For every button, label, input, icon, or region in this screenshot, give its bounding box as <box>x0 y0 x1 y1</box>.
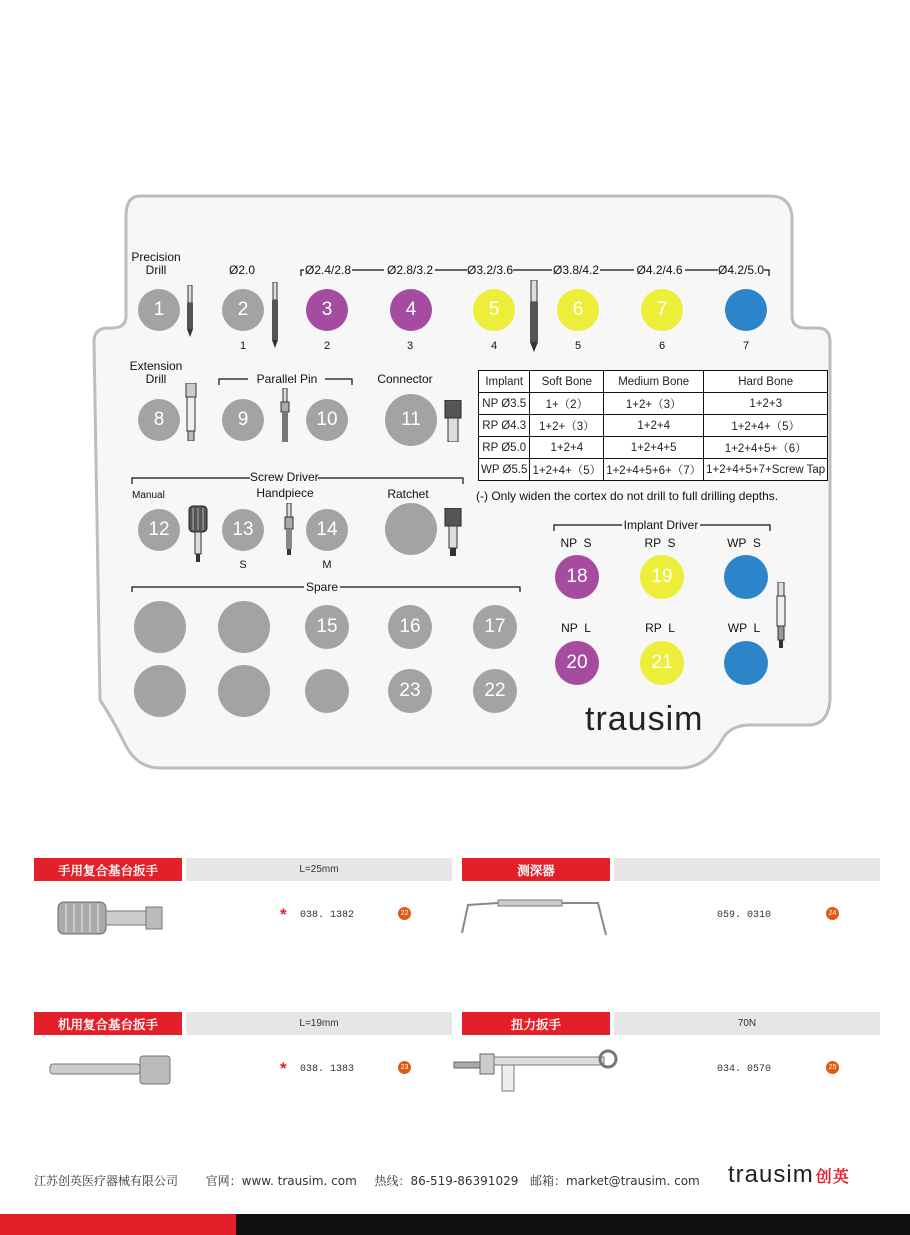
product-title: 手用复合基台扳手 <box>34 858 182 881</box>
seq-number: 3 <box>406 340 414 352</box>
slot-14: 14 <box>306 509 348 551</box>
slot-13: 13 <box>222 509 264 551</box>
footer-contact <box>34 1172 700 1189</box>
slot-17: 17 <box>473 605 517 649</box>
table-cell: 1+2+4+（5） <box>704 415 828 437</box>
seq-number: 4 <box>490 340 498 352</box>
slot-15: 15 <box>305 605 349 649</box>
diameter-label-2-0: Ø2.0 <box>228 263 255 277</box>
seq-number: 6 <box>658 340 666 352</box>
slot-7: 7 <box>641 289 683 331</box>
table-cell: 1+2+4+5+（6） <box>704 437 828 459</box>
table-cell: 1+2+3 <box>704 393 828 415</box>
product-spec: 70N <box>614 1012 880 1035</box>
table-cell: RP Ø5.0 <box>479 437 530 459</box>
footer-logo-cn: 创英 <box>815 1167 850 1186</box>
bone-density-table <box>478 370 828 481</box>
table-cell: WP Ø5.5 <box>479 459 530 481</box>
connector-label: Connector <box>377 372 433 386</box>
drill-icon <box>185 285 195 337</box>
slot-6: 6 <box>557 289 599 331</box>
driver-label-rp-l: RP L <box>645 621 675 635</box>
product-badge: 23 <box>398 1061 411 1074</box>
spare-slot <box>134 601 186 653</box>
slot-10: 10 <box>306 399 348 441</box>
extension-drill-label: Extension Drill <box>129 359 183 386</box>
implant-driver-label: Implant Driver <box>623 518 699 532</box>
product-title: 测深器 <box>462 858 610 881</box>
driver-label-wp-s: WP S <box>727 536 761 550</box>
table-cell: 1+（2） <box>530 393 604 415</box>
table-header: Soft Bone <box>530 371 604 393</box>
table-cell: 1+2+4 <box>530 437 604 459</box>
slot-21: 21 <box>640 641 684 685</box>
footer-logo <box>728 1161 850 1189</box>
slot-wp-s <box>724 555 768 599</box>
product-code: 038. 1383 <box>300 1064 355 1075</box>
slot-4: 4 <box>390 289 432 331</box>
website[interactable]: 官网：www. trausim. com <box>205 1174 357 1188</box>
product-spec <box>614 858 880 881</box>
seq-number: 7 <box>742 340 750 352</box>
table-cell: NP Ø3.5 <box>479 393 530 415</box>
slot-19: 19 <box>640 555 684 599</box>
seq-number: 5 <box>574 340 582 352</box>
email[interactable]: 邮箱：market@trausim. com <box>530 1174 700 1188</box>
company-name: 江苏创英医疗器械有限公司 <box>34 1174 179 1188</box>
drill-icon <box>528 280 540 352</box>
table-header: Implant <box>479 371 530 393</box>
product-badge: 22 <box>398 907 411 920</box>
slot-9: 9 <box>222 399 264 441</box>
tray-logo: trausim <box>585 700 704 738</box>
table-cell: 1+2+4+（5） <box>530 459 604 481</box>
table-cell: 1+2+（3） <box>604 393 704 415</box>
parallel-pin-icon <box>280 388 290 446</box>
footer-bar-black <box>236 1214 910 1235</box>
table-cell: 1+2+4 <box>604 415 704 437</box>
seq-number: 2 <box>323 340 331 352</box>
slot-16: 16 <box>388 605 432 649</box>
spare-slot <box>305 669 349 713</box>
slot-20: 20 <box>555 641 599 685</box>
table-header: Medium Bone <box>604 371 704 393</box>
slot-3: 3 <box>306 289 348 331</box>
slot-5: 5 <box>473 289 515 331</box>
diameter-label-3-8: Ø3.8/4.2 <box>552 263 600 277</box>
diameter-label-4-2: Ø4.2/4.6 <box>634 264 685 277</box>
handpiece-wrench-icon <box>48 1052 174 1088</box>
connector-icon <box>444 400 462 442</box>
slot-wp-l <box>724 641 768 685</box>
spare-slot <box>134 665 186 717</box>
parallel-pin-label: Parallel Pin <box>256 372 318 386</box>
spare-slot <box>218 601 270 653</box>
slot-23: 23 <box>388 669 432 713</box>
drill-icon <box>270 282 280 348</box>
driver-label-wp-l: WP L <box>727 621 761 635</box>
table-cell: 1+2+4+5+7+Screw Tap <box>704 459 828 481</box>
slot-blue <box>725 289 767 331</box>
ratchet-driver-icon <box>444 508 462 556</box>
slot-ratchet <box>385 503 437 555</box>
driver-label-np-s: NP S <box>560 536 592 550</box>
product-spec: L=25mm <box>186 858 452 881</box>
torque-wrench-icon <box>452 1048 620 1094</box>
size-s-label: S <box>239 559 247 571</box>
extension-drill-icon <box>184 383 198 441</box>
slot-12: 12 <box>138 509 180 551</box>
footer-bar-red <box>0 1214 236 1235</box>
footer-logo-text: trausim <box>728 1161 814 1188</box>
slot-18: 18 <box>555 555 599 599</box>
manual-label: Manual <box>132 490 165 501</box>
table-note: (-) Only widen the cortex do not drill to full drilling depths. <box>476 489 779 503</box>
table-header: Hard Bone <box>704 371 828 393</box>
product-title: 扭力扳手 <box>462 1012 610 1035</box>
slot-11: 11 <box>385 394 437 446</box>
depth-gauge-icon <box>458 895 610 943</box>
diameter-label-3-2: Ø3.2/3.6 <box>467 263 514 277</box>
driver-label-rp-s: RP S <box>644 536 676 550</box>
precision-drill-label: Precision Drill <box>131 250 181 277</box>
diameter-label-2-4: Ø2.4/2.8 <box>304 263 352 277</box>
implant-driver-icon <box>775 582 787 648</box>
product-badge: 25 <box>826 1061 839 1074</box>
seq-number: 1 <box>239 340 247 352</box>
star-icon: * <box>280 1059 287 1078</box>
product-badge: 24 <box>826 907 839 920</box>
diameter-label-2-8: Ø2.8/3.2 <box>386 263 434 277</box>
product-code: 059. 0310 <box>717 910 772 921</box>
star-icon: * <box>280 905 287 924</box>
slot-2: 2 <box>222 289 264 331</box>
abutment-wrench-icon <box>56 898 166 938</box>
spare-label: Spare <box>305 580 339 594</box>
slot-22: 22 <box>473 669 517 713</box>
handpiece-label: Handpiece <box>256 486 314 500</box>
product-code: 038. 1382 <box>300 910 355 921</box>
table-cell: 1+2+4+5 <box>604 437 704 459</box>
driver-label-np-l: NP L <box>561 621 591 635</box>
size-m-label: M <box>322 559 332 571</box>
handpiece-driver-icon <box>284 503 294 555</box>
table-cell: 1+2+（3） <box>530 415 604 437</box>
product-code: 034. 0570 <box>717 1064 772 1075</box>
table-cell: RP Ø4.3 <box>479 415 530 437</box>
product-spec: L=19mm <box>186 1012 452 1035</box>
diameter-label-4-2-5: Ø4.2/5.0 <box>718 263 765 277</box>
ratchet-label: Ratchet <box>387 487 429 501</box>
slot-8: 8 <box>138 399 180 441</box>
screw-driver-label: Screw Driver <box>250 470 319 484</box>
manual-driver-icon <box>187 500 209 562</box>
product-title: 机用复合基台扳手 <box>34 1012 182 1035</box>
spare-slot <box>218 665 270 717</box>
hotline: 热线：86-519-86391029 <box>374 1174 519 1188</box>
table-cell: 1+2+4+5+6+（7） <box>604 459 704 481</box>
slot-1: 1 <box>138 289 180 331</box>
